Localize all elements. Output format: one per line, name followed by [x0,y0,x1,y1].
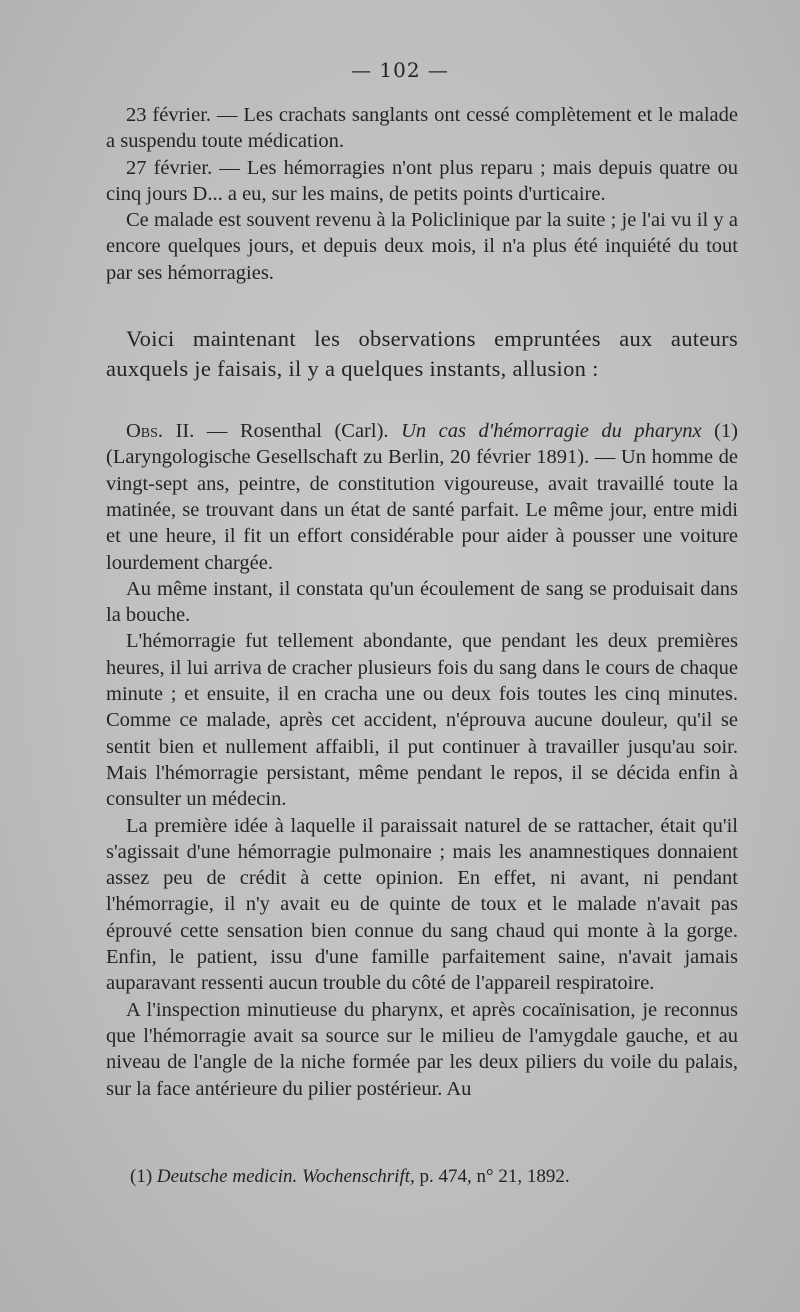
observation-paragraph [106,418,738,576]
paragraph: A l'inspection minutieuse du pharynx, et après cocaïnisation, je reconnus que l'hémorragie avait sa source sur le milieu de l'amygdale gauche, et au niveau de l'angle de la niche formée par les deux piliers du voile du palais, sur la face antérieure du pilier postérieur. Au [106,998,738,1100]
paragraph: 27 février. — Les hémorragies n'ont plus reparu ; mais depuis quatre ou cinq jours D... a eu, sur les mains, de petits points d'urticaire. [106,156,738,205]
footnote-reference: (1) [714,420,738,443]
body-text [106,102,738,1102]
paragraph: La première idée à laquelle il paraissait naturel de se rattacher, était qu'il s'agissait d'une hémorragie pulmonaire ; mais les anamnestiques donnaient assez peu de crédit à cette opinion. En effet, ni avant, ni pendant l'hémorragie, il n'y avait eu de quinte de toux et le malade n'avait pas éprouvé cette sensation bien connue du sang chaud qui monte à la gorge. Enfin, le patient, issu d'une famille parfaitement saine, n'avait jamais auparavant ressenti aucun trouble du côté de l'appareil respiratoire. [106,814,738,995]
paragraph: Au même instant, il constata qu'un écoulement de sang se produisait dans la bouche. [106,577,738,627]
observation-text: (Laryngologische Gesellschaft zu Berlin, 20 février 1891). — Un homme de vingt-sept ans, peintre, de constitution vigoureuse, avait travaillé toute la matinée, se trouvant dans un état de santé parfait. Le même jour, entre midi et une heure, il fit un effort considérable pour aider à pousser une voiture lourdement chargée. [106,446,738,574]
footnote-details: p. 474, n° 21, 1892. [419,1166,570,1187]
paragraph: 23 février. — Les crachats sanglants ont cessé complètement et le malade a suspendu toute médication. [106,104,738,153]
observation-label: Obs. II. [126,420,195,443]
page-number: — 102 — [351,58,449,82]
observations-intro: Voici maintenant les observations empruntées aux auteurs auxquels je faisais, il y a quelques instants, allusion : [106,326,738,382]
footnote [130,1166,730,1188]
footnote-marker: (1) [130,1166,153,1187]
paragraph: Ce malade est souvent revenu à la Policlinique par la suite ; je l'ai vu il y a encore quelques jours, et depuis deux mois, il n'a plus été inquiété du tout par ses hémorragies. [106,209,738,284]
footnote-source: Deutsche medicin. Wochenschrift, [156,1166,415,1187]
paragraph: L'hémorragie fut tellement abondante, que pendant les deux premières heures, il lui arriva de cracher plusieurs fois du sang dans le cours de chaque minute ; et ensuite, il en cracha une ou deux fois toutes les cinq minutes. Comme ce malade, après cet accident, n'éprouva aucune douleur, qu'il se sentit bien et nullement affaibli, il put continuer à travailler jusqu'au soir. Mais l'hémorragie persistant, même pendant le repos, il se décida enfin à consulter un médecin. [106,630,738,811]
observation-title: Un cas d'hémorragie du pharynx [401,420,702,443]
observation-author: — Rosenthal (Carl). [206,420,389,443]
